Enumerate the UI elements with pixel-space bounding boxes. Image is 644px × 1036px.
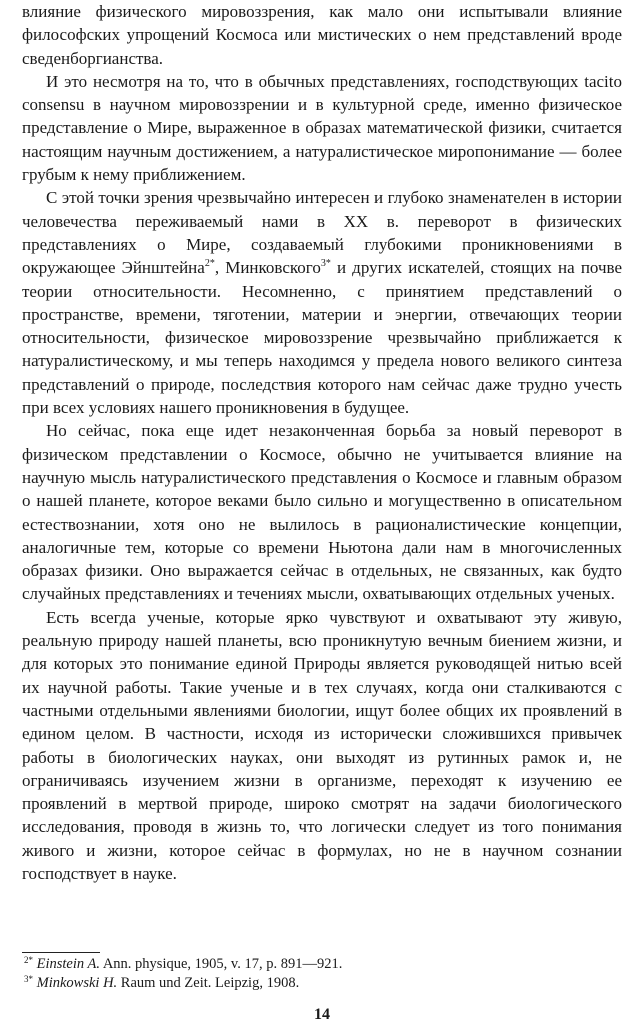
paragraph-1: влияние физического мировоззрения, как мало они испытывали влияние философских упрощений Космоса или мистических о нем представлений вроде сведенборгианства.: [22, 2, 622, 68]
paragraph-3-part-2: , Минковского: [214, 258, 321, 278]
page-body: [22, 0, 622, 885]
paragraph-4: Но сейчас, пока еще идет незаконченная борьба за новый переворот в физическом представлении о Космосе, обычно не учитывается влияние на научную мысль натуралистического представления о Космосе и главным образом о нашей планете, которое веками было сильно и могущественно в описательном естествознании, хотя оно не вылилось в рационалистические концепции, аналогичные тем, которые со времени Ньютона дали нам в многочисленных образах физики. Оно выражается сейчас в отдельных, не связанных, как будто случайных представлениях и течениях мысли, охватывающих отдельных ученых.: [22, 421, 622, 604]
footnote-minkowski: [22, 974, 622, 993]
paragraph-2: И это несмотря на то, что в обычных представлениях, господствующих tacito consensu в научном мировоззрении и в культурной среде, именно физическое представление о Мире, выраженное в образах математической физики, считается настоящим научным достижением, а натуралистическое миропонимание — более грубым к нему приближением.: [22, 71, 622, 185]
footnote-citation: Ann. physique, 1905, v. 17, p. 891—921.: [100, 956, 343, 972]
footnote-einstein: [22, 955, 622, 974]
footnote-ref-einstein[interactable]: 2*: [204, 258, 215, 270]
footnote-author: Minkowski H.: [36, 975, 118, 991]
footnote-divider: [22, 952, 100, 953]
footnote-mark: 2*: [24, 955, 33, 965]
footnote-mark: 3*: [24, 974, 33, 984]
paragraph-5: Есть всегда ученые, которые ярко чувствуют и охватывают эту живую, реальную природу нашей планеты, всю проникнутую вечным биением жизни, и для которых это понимание единой Природы является руководящей нитью всей их научной работы. Такие ученые и в тех случаях, когда они сталкиваются с частными отдельными явлениями биологии, ищут более общих их проявлений в едином целом. В частности, исходя из исторически сложившихся привычек работы в биологических науках, они выходят из рутинных рамок и, не ограничиваясь изучением жизни в организме, переходят к изучению ее проявлений в мертвой природе, широко смотрят на задачи биологического исследования, проводя в жизнь то, что логически следует из того понимания живого и жизни, которое сейчас в формулах, но не в научном сознании господствует в науке.: [22, 607, 622, 883]
footnotes: [22, 955, 622, 993]
paragraph-3-part-3: и других искателей, стоящих на почве теории относительности. Несомненно, с принятием представлений о пространстве, времени, тяготении, материи и энергии, отвечающих теории относительности, физическое мировоззрение чрезвычайно приближается к натуралистическому, и мы теперь находимся у предела нового великого синтеза представлений о природе, последствия которого нам сейчас даже трудно учесть при всех условиях нашего проникновения в будущее.: [22, 258, 622, 418]
paragraph-3-part-1: С этой точки зрения чрезвычайно интересен и глубоко знаменателен в истории человечества переживаемый нами в XX в. переворот в физических представлениях о Мире, создаваемый глубокими проникновениями в окружающее Эйнштейна: [22, 188, 622, 278]
footnote-ref-minkowski[interactable]: 3*: [320, 258, 331, 270]
footnote-author: Einstein A.: [36, 956, 100, 972]
footnote-citation: Raum und Zeit. Leipzig, 1908.: [117, 975, 300, 991]
page-number: 14: [314, 1006, 330, 1023]
main-text: [22, 0, 622, 885]
paragraph-3: [22, 186, 622, 419]
